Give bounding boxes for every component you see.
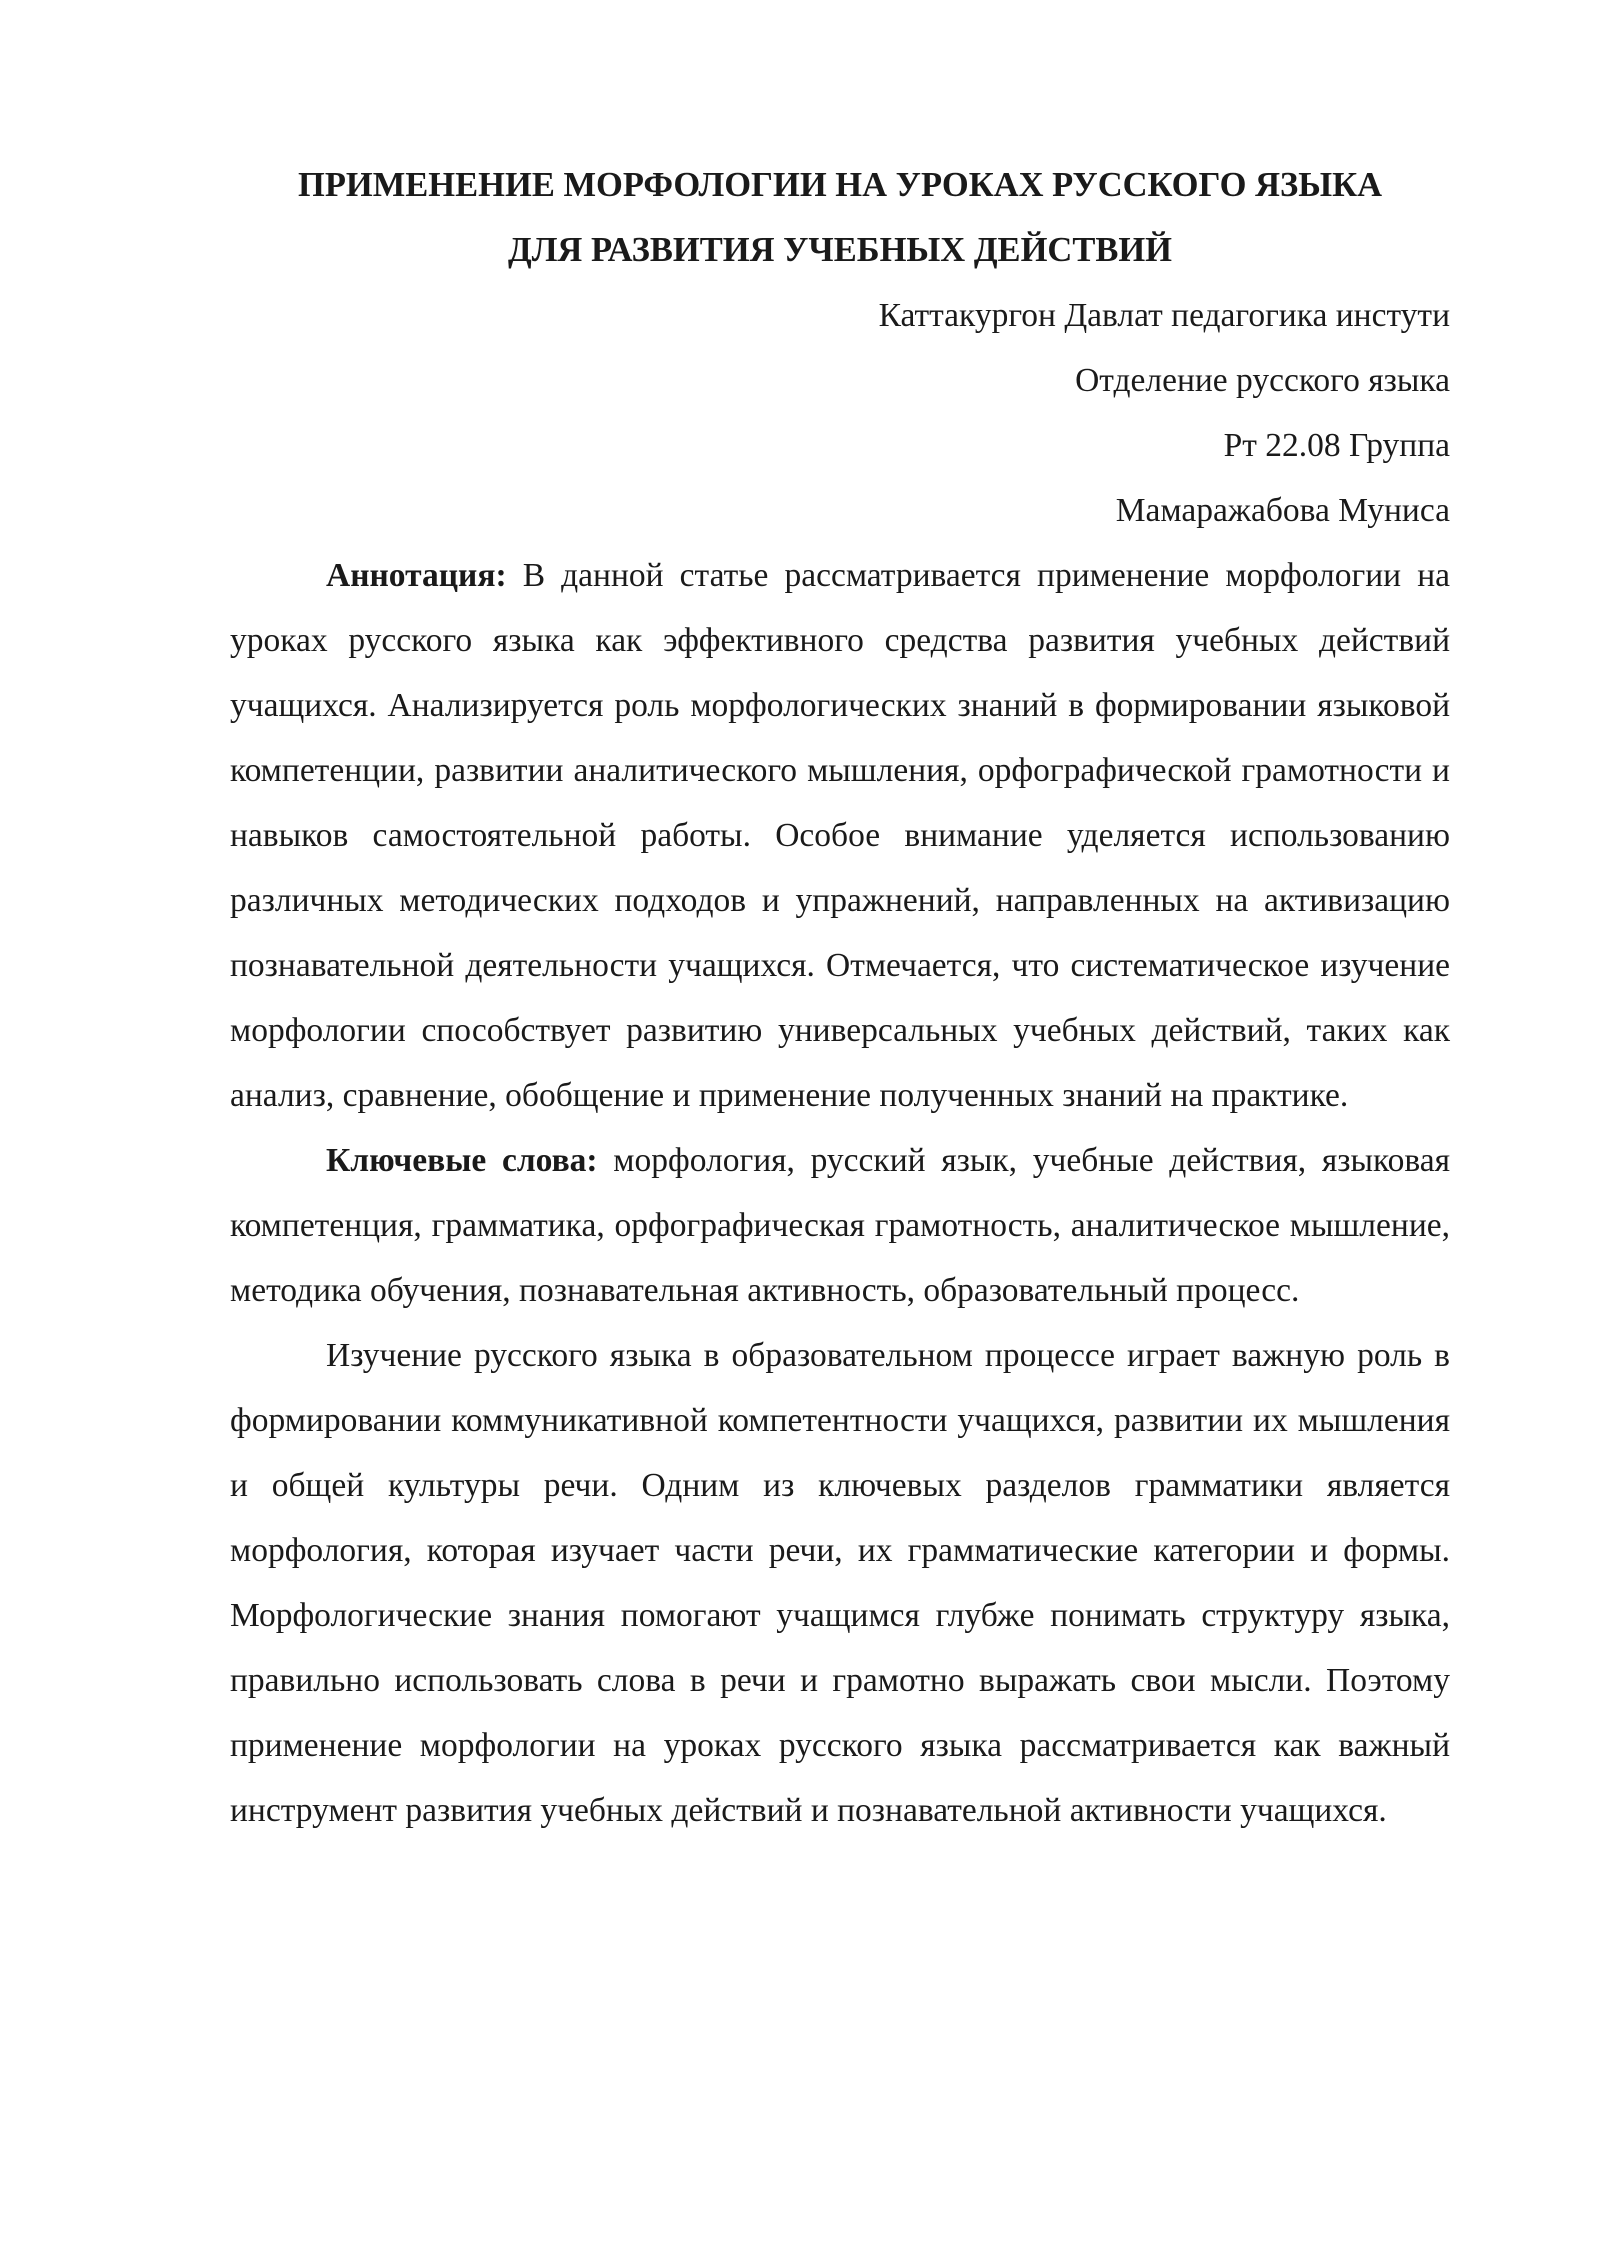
title-line-2: ДЛЯ РАЗВИТИЯ УЧЕБНЫХ ДЕЙСТВИЙ [507, 231, 1173, 269]
department-name: Отделение русского языка [1075, 362, 1450, 399]
title-line-1: ПРИМЕНЕНИЕ МОРФОЛОГИИ НА УРОКАХ РУССКОГО ЯЗЫКА [297, 166, 1383, 204]
keywords-label: Ключевые слова: [326, 1142, 598, 1179]
document-title [190, 153, 1490, 283]
institute-name: Каттакургон Давлат педагогика инстути [878, 297, 1450, 334]
group-name: Рт 22.08 Группа [1223, 427, 1450, 464]
body-paragraph: Изучение русского языка в образовательном процессе играет важную роль в формировании коммуникативной компетентности учащихся, развитии их мышления и общей культуры речи. Одним из ключевых разделов грамматики является морфология, которая изучает части речи, их грамматические категории и формы. Морфологические знания помогают учащимся глубже понимать структуру языка, правильно использовать слова в речи и грамотно выражать свои мысли. Поэтому применение морфологии на уроках русского языка рассматривается как важный инструмент развития учебных действий и познавательной активности учащихся. [230, 1337, 1450, 1829]
keywords-paragraph [230, 1128, 1450, 1323]
document-page [230, 140, 1450, 1843]
keywords-text: морфология, русский язык, учебные действия, языковая компетенция, грамматика, орфографическая грамотность, аналитическое мышление, методика обучения, познавательная активность, образовательный процесс. [230, 1142, 1450, 1309]
abstract-paragraph [230, 543, 1450, 1128]
abstract-label: Аннотация: [326, 557, 507, 594]
author-name: Мамаражабова Муниса [1115, 492, 1450, 529]
abstract-text: В данной статье рассматривается применение морфологии на уроках русского языка как эффективного средства развития учебных действий учащихся. Анализируется роль морфологических знаний в формировании языковой компетенции, развитии аналитического мышления, орфографической грамотности и навыков самостоятельной работы. Особое внимание уделяется использованию различных методических подходов и упражнений, направленных на активизацию познавательной деятельности учащихся. Отмечается, что систематическое изучение морфологии способствует развитию универсальных учебных действий, таких как анализ, сравнение, обобщение и применение полученных знаний на практике. [230, 557, 1450, 1114]
affiliation-block [230, 283, 1450, 543]
